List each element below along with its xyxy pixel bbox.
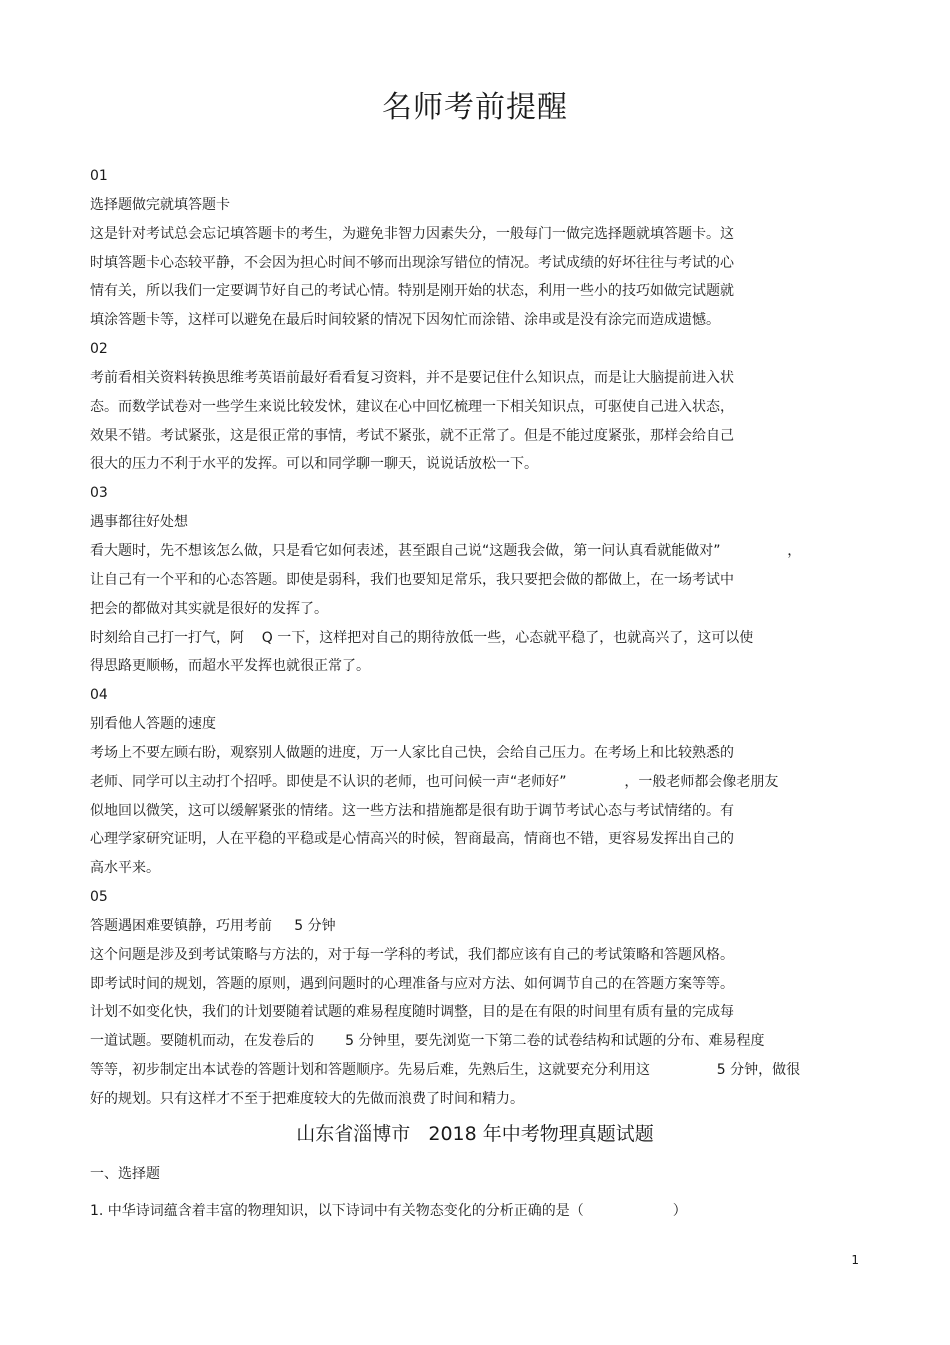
text-line: 时填答题卡心态较平静，不会因为担心时间不够而出现涂写错位的情况。考试成绩的好坏往往与考试的心 <box>90 254 734 271</box>
text-line: 选择题做完就填答题卡 <box>90 196 230 213</box>
text-line: 好的规划。只有这样才不至于把难度较大的先做而浪费了时间和精力。 <box>90 1091 524 1107</box>
page-number: 1 <box>851 1253 859 1267</box>
text-line: 遇事都往好处想 <box>90 514 188 531</box>
question-1: 1. 中华诗词蕴含着丰富的物理知识，以下诗词中有关物态变化的分析正确的是（ ） <box>90 1203 687 1219</box>
text-line: 态。而数学试卷对一些学生来说比较发怵，建议在心中回忆梳理一下相关知识点，可驱使自己进入状态， <box>90 398 734 415</box>
text-line: 看大题时，先不想该怎么做，只是看它如何表述，甚至跟自己说“这题我会做，第一问认真看就能做对” ， <box>90 542 802 559</box>
text-line: 情有关，所以我们一定要调节好自己的考试心情。特别是刚开始的状态，利用一些小的技巧如做完试题就 <box>90 283 734 300</box>
text-line: 考前看相关资料转换思维考英语前最好看看复习资料，并不是要记住什么知识点，而是让大脑提前进入状 <box>90 369 734 386</box>
text-line: 答题遇困难要镇静，巧用考前 5 分钟 <box>90 917 336 934</box>
article-body <box>90 162 870 1114</box>
section-heading: 一、选择题 <box>90 1166 160 1182</box>
text-line: 一道试题。要随机而动，在发卷后的 5 分钟里，要先浏览一下第二卷的试卷结构和试题的分布、难易程度 <box>90 1033 765 1050</box>
section-number: 03 <box>90 485 108 502</box>
text-line: 高水平来。 <box>90 860 160 877</box>
text-line: 填涂答题卡等，这样可以避免在最后时间较紧的情况下因匆忙而涂错、涂串或是没有涂完而造成遗憾。 <box>90 312 720 329</box>
text-line: 这个问题是涉及到考试策略与方法的，对于每一学科的考试，我们都应该有自己的考试策略和答题风格。 <box>90 946 734 963</box>
text-line: 计划不如变化快，我们的计划要随着试题的难易程度随时调整，目的是在有限的时间里有质有量的完成每 <box>90 1004 734 1021</box>
section-number: 01 <box>90 168 108 184</box>
text-line: 这是针对考试总会忘记填答题卡的考生，为避免非智力因素失分，一般每门一做完选择题就填答题卡。这 <box>90 225 734 242</box>
text-line: 得思路更顺畅，而超水平发挥也就很正常了。 <box>90 658 370 675</box>
section-number: 05 <box>90 889 108 906</box>
section-number: 04 <box>90 687 108 704</box>
text-line: 心理学家研究证明，人在平稳的平稳或是心情高兴的时候，智商最高，情商也不错，更容易发挥出自己的 <box>90 831 734 848</box>
section-number: 02 <box>90 341 108 358</box>
text-line: 老师、同学可以主动打个招呼。即使是不认识的老师，也可问候一声“老师好” ，一般老师都会像老朋友 <box>90 773 779 790</box>
text-line: 即考试时间的规划，答题的原则，遇到问题时的心理准备与应对方法、如何调节自己的在答题方案等等。 <box>90 975 734 992</box>
text-line: 考场上不要左顾右盼，观察别人做题的进度，万一人家比自己快，会给自己压力。在考场上和比较熟悉的 <box>90 744 734 761</box>
page-title: 名师考前提醒 <box>382 90 568 125</box>
exam-title: 山东省淄博市 2018 年中考物理真题试题 <box>296 1123 654 1145</box>
text-line: 等等，初步制定出本试卷的答题计划和答题顺序。先易后难，先熟后生，这就要充分利用这 5 分钟，做很 <box>90 1062 801 1079</box>
text-line: 很大的压力不利于水平的发挥。可以和同学聊一聊天，说说话放松一下。 <box>90 456 538 473</box>
text-line: 让自己有一个平和的心态答题。即使是弱科，我们也要知足常乐，我只要把会做的都做上，在一场考试中 <box>90 571 734 588</box>
text-line: 时刻给自己打一打气，阿 Q 一下，这样把对自己的期待放低一些，心态就平稳了，也就高兴了，这可以使 <box>90 629 754 646</box>
text-line: 把会的都做对其实就是很好的发挥了。 <box>90 600 328 617</box>
text-line: 效果不错。考试紧张，这是很正常的事情，考试不紧张，就不正常了。但是不能过度紧张，那样会给自己 <box>90 427 734 444</box>
text-line: 似地回以微笑，这可以缓解紧张的情绪。这一些方法和措施都是很有助于调节考试心态与考试情绪的。有 <box>90 802 734 819</box>
text-line: 别看他人答题的速度 <box>90 716 216 733</box>
